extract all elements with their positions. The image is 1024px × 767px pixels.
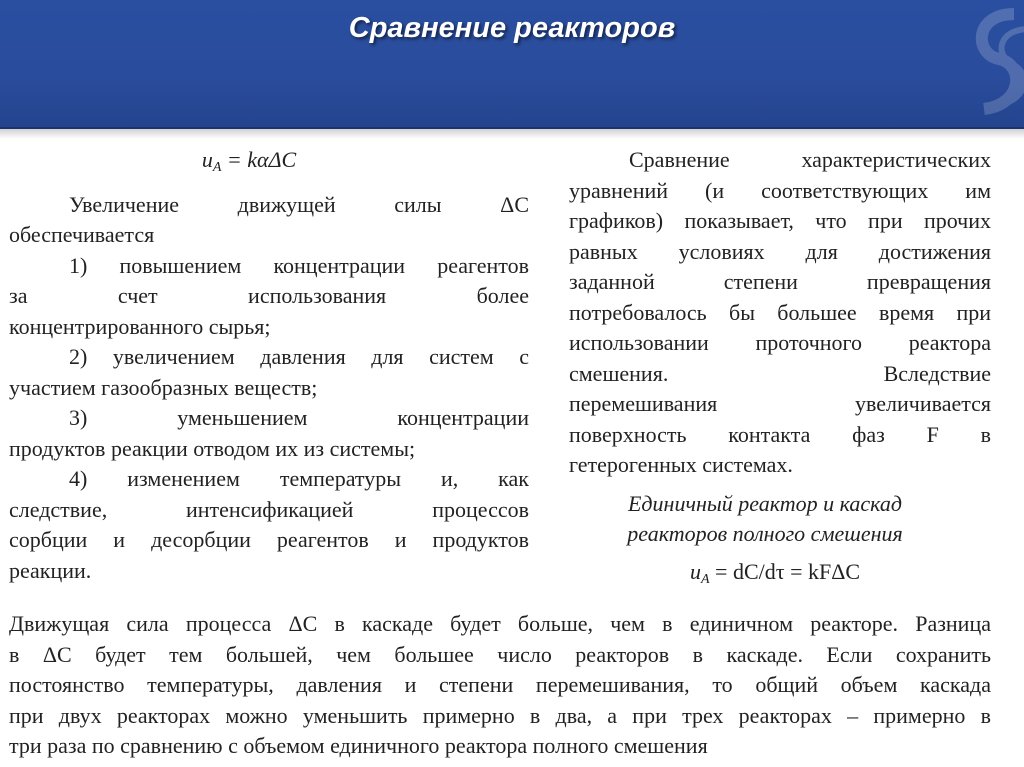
- text-line: Движущая сила процесса ΔC в каскаде будет больше, чем в единичном реакторе. Разница: [9, 611, 991, 636]
- text-line: за счет использования более: [9, 283, 529, 308]
- reactor-caption: [569, 489, 991, 549]
- formula-expression: = dC/dτ = kFΔC: [709, 558, 861, 584]
- text-line: 2) увеличением давления для систем с: [69, 344, 529, 369]
- paragraph-item-3: [9, 403, 529, 464]
- caption-line: реакторов полного смешения: [627, 520, 903, 546]
- formula-subscript: A: [700, 571, 710, 587]
- text-line: участием газообразных веществ;: [9, 374, 318, 400]
- header-shadow: [0, 129, 1024, 139]
- text-line: концентрированного сырья;: [9, 313, 271, 339]
- text-line: Сравнение характеристических: [629, 147, 991, 172]
- text-line: графиков) показывает, что при прочих: [569, 208, 991, 233]
- formula-subscript: A: [212, 160, 222, 175]
- text-line: заданной степени превращения: [569, 269, 991, 294]
- header-bar: [0, 0, 1024, 129]
- text-line: перемешивания увеличивается: [569, 391, 991, 416]
- text-line: Увеличение движущей силы ΔC: [69, 191, 529, 217]
- text-line: 1) повышением концентрации реагентов: [69, 252, 529, 278]
- text-line: 3) уменьшением концентрации: [69, 405, 529, 430]
- text-line: при двух реакторах можно уменьшить примерно в два, а при трех реакторах – примерно в: [9, 702, 991, 728]
- watermark-logo-icon: [954, 4, 1024, 124]
- page-title: Сравнение реакторов: [348, 12, 676, 44]
- paragraph-comparison: [569, 145, 991, 481]
- text-line: три раза по сравнению с объемом единичного реактора полного смешения: [9, 733, 708, 758]
- paragraph-item-1: [9, 251, 529, 343]
- text-line: обеспечивается: [9, 222, 155, 247]
- text-line: продуктов реакции отводом их из системы;: [9, 435, 416, 461]
- formula-variable: u: [689, 558, 701, 584]
- text-line: в ΔC будет тем большей, чем большее число реакторов в каскаде. Если сохранить: [9, 641, 991, 667]
- text-line: уравнений (и соответствующих им: [569, 177, 991, 203]
- text-line: сорбции и десорбции реагентов и продуктов: [9, 527, 529, 552]
- text-line: гетерогенных системах.: [569, 452, 793, 477]
- text-line: 4) изменением температуры и, как: [69, 466, 529, 491]
- paragraph-item-4: [9, 464, 529, 586]
- paragraph-intro: [9, 190, 529, 251]
- rate-formula: [569, 557, 991, 596]
- left-column: [9, 145, 529, 586]
- text-line: потребовалось бы большее время при: [569, 299, 991, 325]
- caption-line: Единичный реактор и каскад: [627, 490, 903, 516]
- text-line: следствие, интенсификацией процессов: [9, 496, 529, 522]
- text-line: реакции.: [9, 557, 92, 583]
- text-line: постоянство температуры, давления и степени перемешивания, то общий объем каскада: [9, 672, 991, 697]
- text-line: смешения. Вследствие: [569, 360, 991, 386]
- text-line: поверхность контакта фаз F в: [569, 421, 991, 447]
- driving-force-formula: [9, 145, 529, 184]
- formula-expression: = kαΔC: [221, 147, 297, 172]
- right-column: [569, 145, 991, 595]
- text-line: использовании проточного реактора: [569, 330, 991, 355]
- paragraph-item-2: [9, 342, 529, 403]
- bottom-paragraph: [9, 609, 991, 762]
- text-line: равных условиях для достижения: [569, 238, 991, 264]
- formula-variable: u: [201, 147, 213, 172]
